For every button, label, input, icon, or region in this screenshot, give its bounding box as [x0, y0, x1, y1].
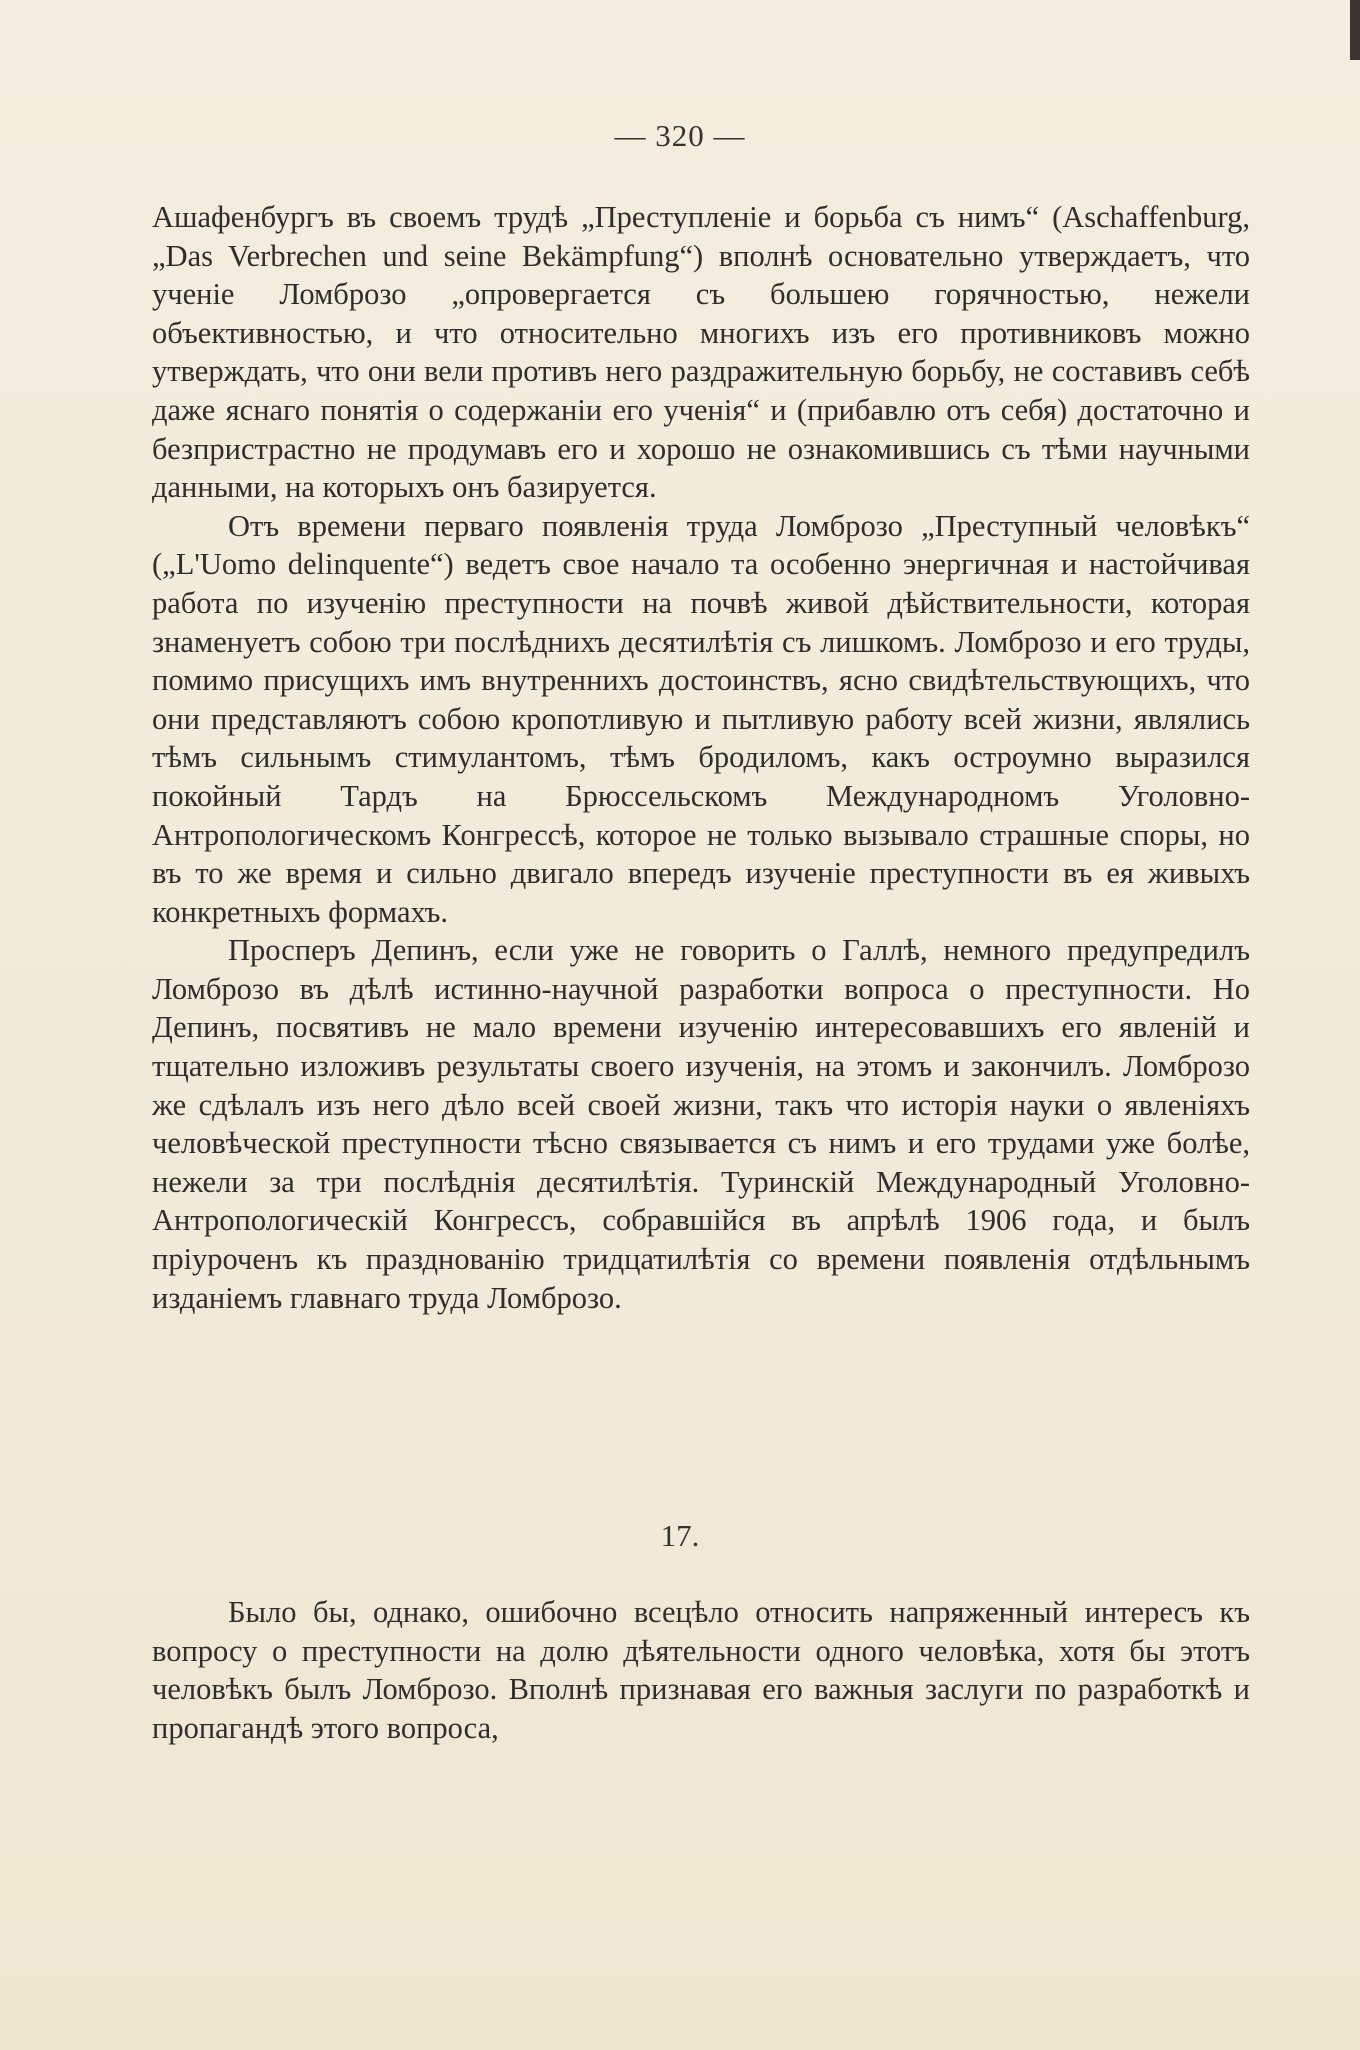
paragraph-uomo-delinquente: Отъ времени перваго появленія труда Ломброзо „Преступный человѣкъ“ („L'Uomo delinquente“) ведетъ свое начало та особенно энергичная и настойчивая работа по изученію преступности на почвѣ живой дѣйствительности, которая знаменуетъ собою три послѣднихъ десятилѣтія съ лишкомъ. Ломброзо и его труды, помимо присущихъ имъ внутреннихъ достоинствъ, ясно свидѣтельствующихъ, что они представляютъ собою кропотливую и пытливую работу всей жизни, являлись тѣмъ сильнымъ стимулантомъ, тѣмъ бродиломъ, какъ остроумно выразился покойный Тардъ на Брюссельскомъ Международномъ Уголовно-Антропологическомъ Конгрессѣ, которое не только вызывало страшные споры, но въ то же время и сильно двигало впередъ изученіе преступности въ ея живыхъ конкретныхъ формахъ.: [152, 508, 1250, 929]
main-text-block: [152, 198, 1250, 1317]
page-edge-shadow: [1350, 0, 1360, 60]
paragraph-aschaffenburg: Ашафенбургъ въ своемъ трудѣ „Преступленіе и борьба съ нимъ“ (Aschaffenburg, „Das Verbrechen und seine Bekämpfung“) вполнѣ основательно утверждаетъ, что ученіе Ломброзо „опровергается съ большею горячностью, нежели объективностью, и что относительно многихъ изъ его противниковъ можно утверждать, что они вели противъ него раздражительную борьбу, не составивъ себѣ даже яснаго понятія о содержаніи его ученія“ и (прибавлю отъ себя) достаточно и безпристрастно не продумавъ его и хорошо не ознакомившись съ тѣми научными данными, на которыхъ онъ базируется.: [152, 200, 1250, 505]
paragraph-section-17-start: Было бы, однако, ошибочно всецѣло относить напряженный интересъ къ вопросу о преступности на долю дѣятельности одного человѣка, хотя бы этотъ человѣкъ былъ Ломброзо. Вполнѣ признавая его важныя заслуги по разработкѣ и пропагандѣ этого вопроса,: [152, 1595, 1250, 1745]
paragraph-despine: Просперъ Депинъ, если уже не говорить о Галлѣ, немного предупредилъ Ломброзо въ дѣлѣ истинно-научной разработки вопроса о преступности. Но Депинъ, посвятивъ не мало времени изученію интересовавшихъ его явленій и тщательно изложивъ результаты своего изученія, на этомъ и закончилъ. Ломброзо же сдѣлалъ изъ него дѣло всей своей жизни, такъ что исторія науки о явленіяхъ человѣческой преступности тѣсно связывается съ нимъ и его трудами уже болѣе, нежели за три послѣднія десятилѣтія. Туринскій Международный Уголовно-Антропологическій Конгрессъ, собравшійся въ апрѣлѣ 1906 года, и былъ пріуроченъ къ празднованію тридцатилѣтія со времени появленія отдѣльнымъ изданіемъ главнаго труда Ломброзо.: [152, 933, 1250, 1315]
section-17-text-block: [152, 1593, 1250, 1747]
section-number: 17.: [660, 1518, 700, 1553]
page-number: — 320 —: [614, 118, 746, 153]
